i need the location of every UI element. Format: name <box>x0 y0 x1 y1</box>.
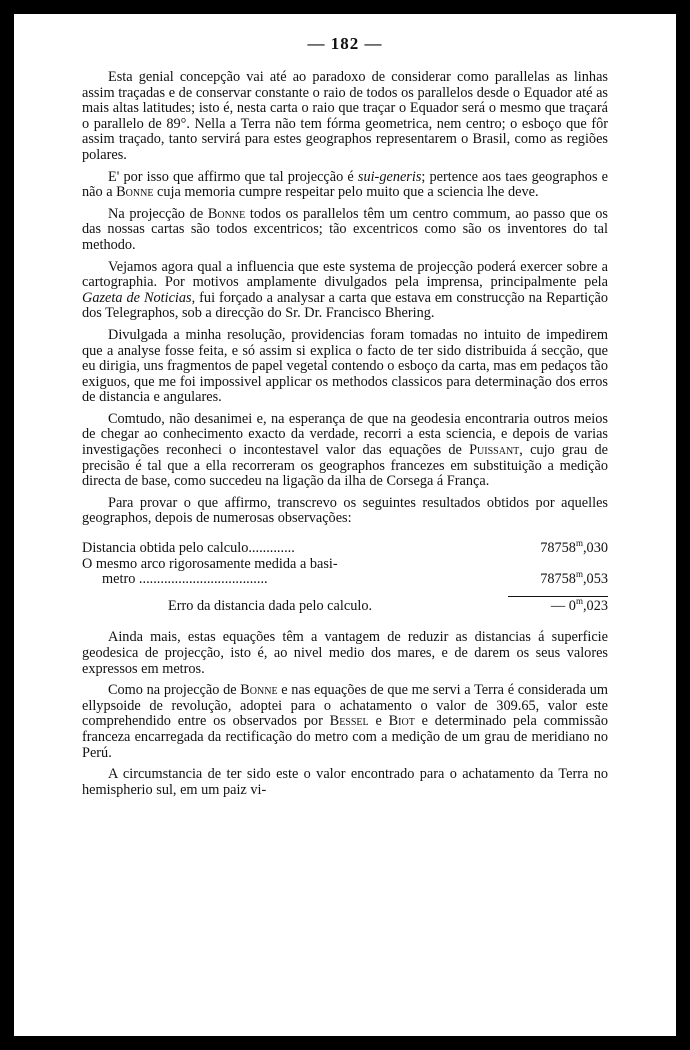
paragraph-8: Ainda mais, estas equações têm a vantagem de reduzir as distancias á superficie geodesica de projecção, isto é, ao nivel medio dos mares, e de darem os seus valores expressos em metros. <box>82 629 608 677</box>
paragraph-4: Vejamos agora qual a influencia que este systema de projecção poderá exercer sobre a cartographia. Por motivos amplamente divulgados pela imprensa, principalmente pela Gazeta de Noticias, fui forçado a analysar a carta que estava em construcção na Repartição dos Telegraphos, sob a direcção do Sr. Dr. Francisco Bhering. <box>82 258 608 322</box>
name-bonne: Bonne <box>207 205 246 222</box>
paragraph-10: A circumstancia de ter sido este o valor encontrado para o achatamento da Terra no hemispherio sul, em um paiz vi- <box>82 766 608 798</box>
table-row-error <box>82 596 608 615</box>
paragraph-1: Esta genial concepção vai até ao paradoxo de considerar como parallelas as linhas assim traçadas e de conservar constante o raio de todos os parallelos desde o Equador até as mais altas latitudes; isto é, nesta carta o raio que traçar o Equador será o mesmo que traçará o parallelo de 89°. Nella a Terra não tem fórma geometrica, nem centro; o esboço que fôr assim traçado, tanto servirá para estes geographos representarem o Brasil, como as regiões polares. <box>82 69 608 163</box>
name-bessel: Bessel <box>329 713 369 730</box>
name-bonne: Bonne <box>240 682 278 699</box>
paragraph-9: Como na projecção de Bonne e nas equações de que me servi a Terra é considerada um ellypsoide de revolução, adoptei para o achatamento o valor de 309.65, valor este comprehendido entre os observados por Bessel e Biot e determinado pela commissão franceza encarregada da rectificação do metro com a medição de um grau de meridiano no Perú. <box>82 682 608 761</box>
name-bonne: Bonne <box>116 184 154 201</box>
paragraph-3: Na projecção de Bonne todos os parallelos têm um centro commum, ao passo que os das nossas cartas são todos excentricos; tão excentricos como são os inventores do tal methodo. <box>82 205 608 253</box>
term-sui-generis: sui-generis <box>357 168 422 185</box>
book-page <box>14 14 676 1036</box>
paragraph-6: Comtudo, não desanimei e, na esperança de que na geodesia encontraria outros meios de chegar ao conhecimento exacto da verdade, recorri a esta sciencia, e depois de varias investigações reconheci o incontestavel valor das equações de Puissant, cujo grau de precisão é tal que a ella recorreram os geographos francezes em substituição a medição directa de base, como succedeu na ligação da ilha de Corsega á França. <box>82 410 608 490</box>
row-value: 78758$^m$,053 <box>540 569 608 588</box>
results-table <box>82 538 608 614</box>
table-row <box>82 557 608 573</box>
paragraph-5: Divulgada a minha resolução, providencias foram tomadas no intuito de impedirem que a analyse fosse feita, e só assim si explica o facto de ter sido distribuida á secção, que eu dirigia, uns fragmentos de papel vegetal contendo o esboço da carta, mas em pedaços tão exiguos, que me foi impossivel applicar os methodos classicos para determinação dos erros de distancia e angulares. <box>82 326 609 406</box>
paragraph-7: Para provar o que affirmo, transcrevo os seguintes resultados obtidos por aquelles geographos, depois de numerosas observações: <box>82 494 608 527</box>
paragraph-2: E' por isso que affirmo que tal projecção é sui-generis; pertence aos taes geographos e não a Bonne cuja memoria cumpre respeitar pelo muito que a sciencia lhe deve. <box>82 168 608 201</box>
body-text <box>82 70 608 804</box>
row-label: metro .................................... <box>102 571 268 588</box>
newspaper-title: Gazeta de Noticias <box>82 289 192 306</box>
row-label: Distancia obtida pelo calculo............. <box>82 540 295 557</box>
table-row <box>82 569 608 588</box>
row-label: O mesmo arco rigorosamente medida a basi- <box>82 555 338 572</box>
row-value: — 0$^m$,023 <box>508 596 608 615</box>
page-number: — 182 — <box>307 34 383 53</box>
row-value: 78758$^m$,030 <box>540 538 608 557</box>
name-puissant: Puissant <box>469 442 520 459</box>
table-row <box>82 538 608 557</box>
name-biot: Biot <box>388 713 415 730</box>
row-label: Erro da distancia dada pelo calculo. <box>168 597 373 614</box>
